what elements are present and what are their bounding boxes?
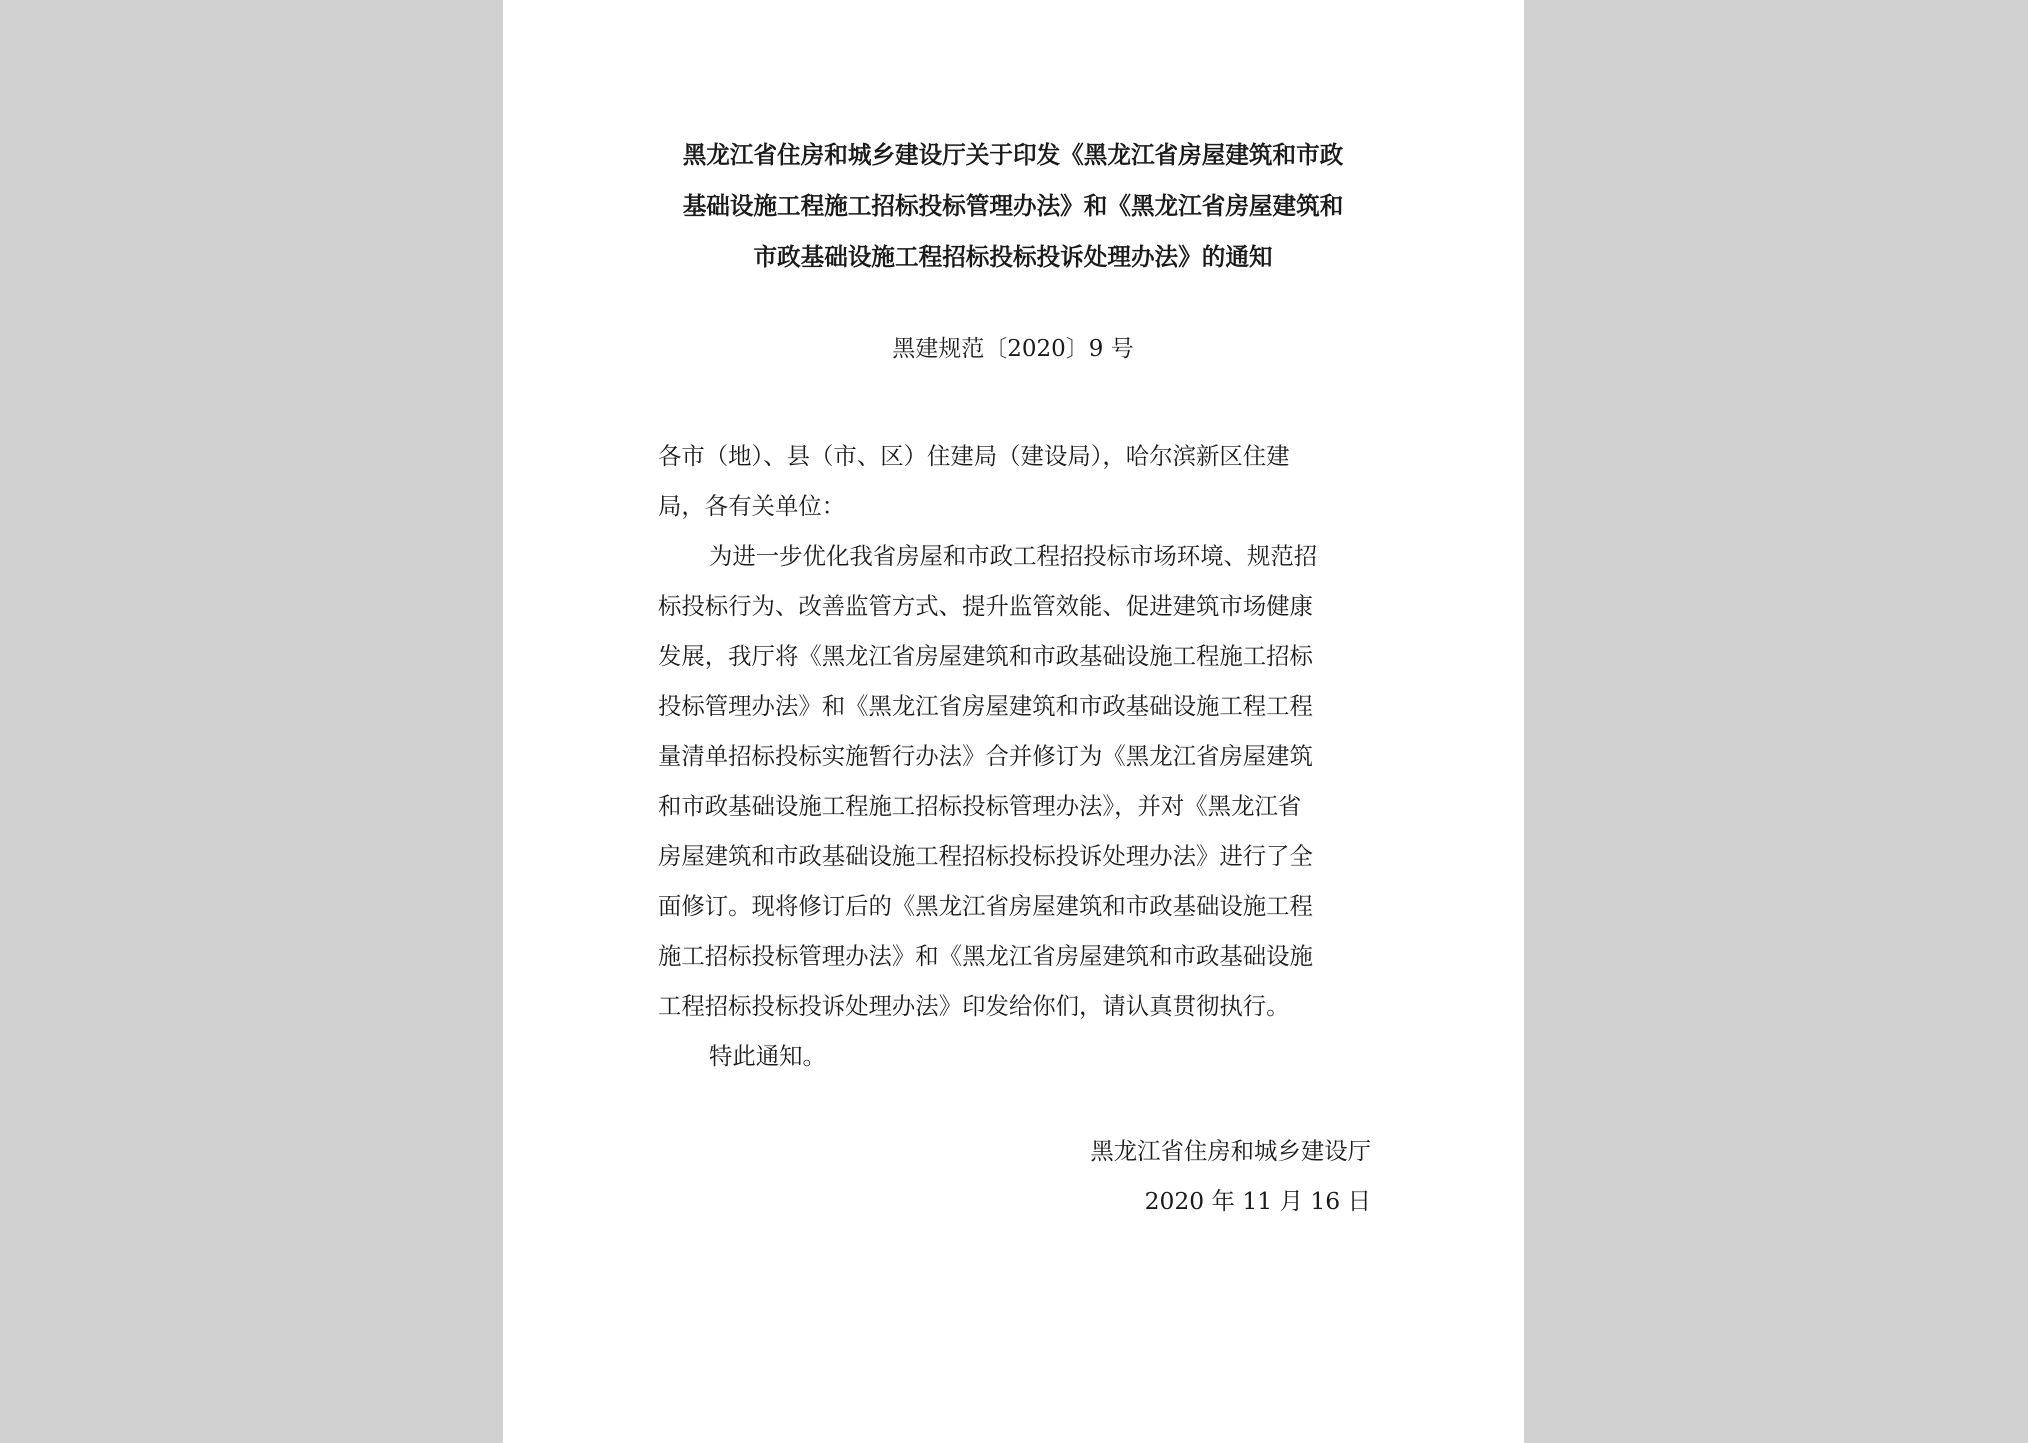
document-number: 黑建规范〔2020〕9 号 (892, 336, 1134, 362)
document-body (658, 431, 1378, 1081)
main-paragraph (658, 531, 1378, 1031)
paragraph-line: 面修订。现将修订后的《黑龙江省房屋建筑和市政基础设施工程 (658, 892, 1313, 920)
paragraph-line: 投标管理办法》和《黑龙江省房屋建筑和市政基础设施工程工程 (658, 692, 1313, 720)
paragraph-line: 房屋建筑和市政基础设施工程招标投标投诉处理办法》进行了全 (658, 842, 1313, 870)
document-title (653, 130, 1373, 283)
document-page (503, 0, 1524, 1443)
paragraph-line: 标投标行为、改善监管方式、提升监管效能、促进建筑市场健康 (658, 592, 1313, 620)
signature-block (1003, 1126, 1371, 1226)
paragraph-line: 为进一步优化我省房屋和市政工程招投标市场环境、规范招 (709, 542, 1318, 570)
closing-remark (658, 1031, 1378, 1081)
issue-date: 2020 年 11 月 16 日 (1144, 1187, 1371, 1215)
paragraph-line: 工程招标投标投诉处理办法》印发给你们，请认真贯彻执行。 (658, 992, 1290, 1020)
title-line: 黑龙江省住房和城乡建设厅关于印发《黑龙江省房屋建筑和市政 (682, 141, 1344, 169)
paragraph-line: 量清单招标投标实施暂行办法》合并修订为《黑龙江省房屋建筑 (658, 742, 1313, 770)
paragraph-line: 和市政基础设施工程施工招标投标管理办法》，并对《黑龙江省 (658, 792, 1302, 820)
title-line: 市政基础设施工程招标投标投诉处理办法》的通知 (753, 243, 1273, 271)
addressee-line: 局，各有关单位： (658, 492, 846, 520)
addressee-line: 各市（地）、县（市、区）住建局（建设局），哈尔滨新区住建 (658, 442, 1290, 470)
closing-line: 特此通知。 (709, 1042, 826, 1070)
addressee (658, 431, 1378, 531)
paragraph-line: 施工招标投标管理办法》和《黑龙江省房屋建筑和市政基础设施 (658, 942, 1313, 970)
paragraph-line: 发展，我厅将《黑龙江省房屋建筑和市政基础设施工程施工招标 (658, 642, 1313, 670)
title-line: 基础设施工程施工招标投标管理办法》和《黑龙江省房屋建筑和 (682, 192, 1344, 220)
issuer-name: 黑龙江省住房和城乡建设厅 (1090, 1137, 1371, 1165)
